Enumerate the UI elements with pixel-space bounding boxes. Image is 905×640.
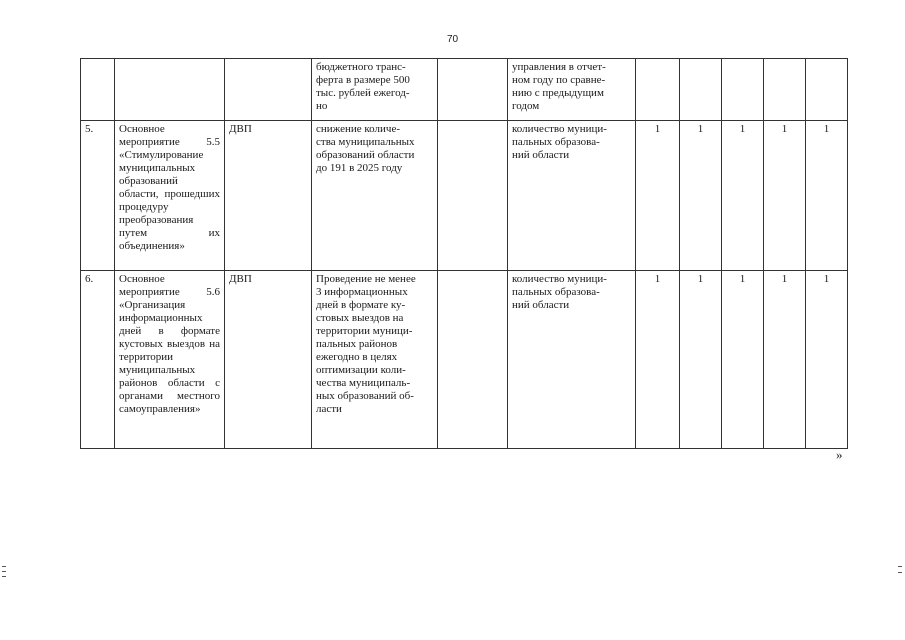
value-cell xyxy=(636,59,680,121)
scan-mark xyxy=(2,566,6,567)
value-cell: 1 xyxy=(764,271,806,449)
value-cell: 1 xyxy=(680,121,722,271)
scan-mark xyxy=(898,572,902,573)
row-number xyxy=(81,59,115,121)
activity-cell xyxy=(115,59,225,121)
empty-cell xyxy=(438,59,508,121)
empty-cell xyxy=(438,271,508,449)
value-cell xyxy=(680,59,722,121)
page-number: 70 xyxy=(446,34,459,45)
row-number: 5. xyxy=(81,121,115,271)
value-cell: 1 xyxy=(636,121,680,271)
value-cell xyxy=(806,59,848,121)
value-cell: 1 xyxy=(806,271,848,449)
scan-mark xyxy=(2,576,6,577)
empty-cell xyxy=(438,121,508,271)
table-row xyxy=(81,59,848,121)
activity-cell: Основное мероприятие 5.6 «Организация информационных дней в формате кустовых выездов на территории муниципальных районов области с органами местного самоуправления» xyxy=(115,271,225,449)
program-table xyxy=(80,58,848,449)
value-cell: 1 xyxy=(636,271,680,449)
scan-mark xyxy=(898,566,902,567)
executor-cell: ДВП xyxy=(225,271,312,449)
table-row xyxy=(81,121,848,271)
result-cell: снижение количе- ства муниципальных образований области до 191 в 2025 году xyxy=(312,121,438,271)
value-cell: 1 xyxy=(806,121,848,271)
value-cell: 1 xyxy=(680,271,722,449)
scan-mark xyxy=(2,571,6,572)
value-cell: 1 xyxy=(722,121,764,271)
closing-quote: » xyxy=(836,447,843,462)
result-cell: Проведение не менее 3 информационных дней в формате ку- стовых выездов на территории муници- пальных районов ежегодно в целях оптимизации коли- чества муниципаль- ных образований об- ласти xyxy=(312,271,438,449)
indicator-cell: количество муници- пальных образова- ний области xyxy=(508,271,636,449)
result-cell: бюджетного транс- ферта в размере 500 тыс. рублей ежегод- но xyxy=(312,59,438,121)
executor-cell xyxy=(225,59,312,121)
executor-cell: ДВП xyxy=(225,121,312,271)
activity-cell: Основное мероприятие 5.5 «Стимулирование муниципальных образований области, прошедших процедуру преобразования путем их объединения» xyxy=(115,121,225,271)
value-cell xyxy=(722,59,764,121)
value-cell: 1 xyxy=(764,121,806,271)
value-cell: 1 xyxy=(722,271,764,449)
indicator-cell: количество муници- пальных образова- ний области xyxy=(508,121,636,271)
value-cell xyxy=(764,59,806,121)
table-row xyxy=(81,271,848,449)
indicator-cell: управления в отчет- ном году по сравне- нию с предыдущим годом xyxy=(508,59,636,121)
row-number: 6. xyxy=(81,271,115,449)
